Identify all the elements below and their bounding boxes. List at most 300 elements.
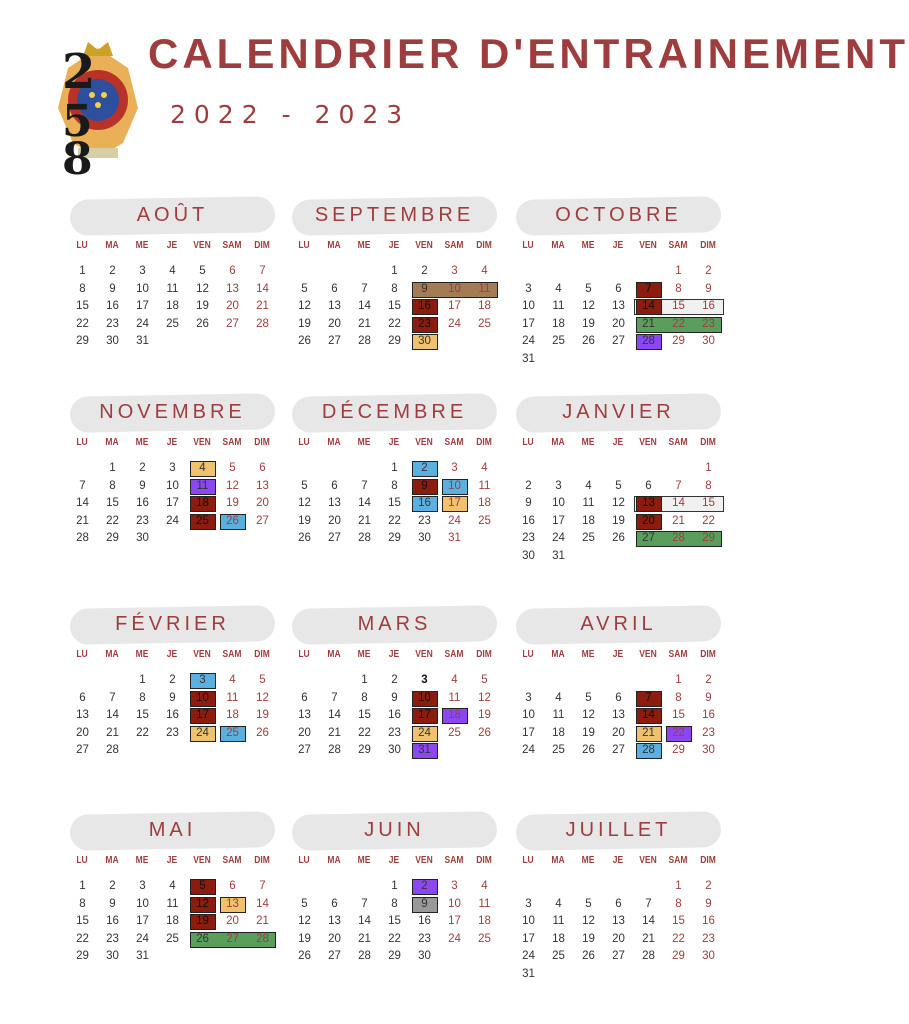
calendar-day: 16 (702, 300, 715, 312)
calendar-day: 24 (136, 932, 149, 945)
weekday-label: SAM (444, 437, 464, 448)
calendar-day: 17 (136, 915, 149, 927)
calendar-day: 10 (136, 897, 149, 910)
calendar-day: 8 (391, 897, 398, 910)
calendar-day: 20 (642, 514, 655, 527)
calendar-day: 6 (331, 282, 338, 295)
calendar-day: 4 (481, 462, 488, 474)
weekday-label: ME (581, 649, 595, 660)
calendar-day: 16 (166, 709, 179, 721)
calendar-day: 24 (522, 335, 535, 347)
weekday-label: SAM (222, 855, 242, 866)
calendar-day: 11 (552, 300, 565, 312)
weekday-label: SAM (668, 437, 688, 448)
calendar-day: 21 (642, 317, 655, 330)
calendar-day: 14 (642, 915, 655, 927)
month-name: AVRIL (580, 613, 657, 635)
weekday-label: JE (388, 855, 400, 866)
weekday-label: LU (298, 855, 310, 866)
calendar-day: 7 (675, 479, 682, 492)
calendar-day: 2 (705, 674, 712, 686)
weekday-label: ME (357, 437, 371, 448)
calendar-day: 9 (391, 691, 398, 704)
calendar-day: 25 (448, 726, 461, 739)
calendar-day: 30 (418, 950, 431, 962)
calendar-day: 19 (612, 514, 625, 527)
calendar-day: 21 (76, 514, 89, 527)
calendar-day: 7 (259, 265, 266, 277)
calendar-day: 9 (705, 897, 712, 910)
calendar-day: 19 (226, 497, 239, 509)
calendar-day: 12 (582, 300, 595, 312)
calendar-day: 9 (421, 282, 428, 295)
calendar-day: 23 (418, 317, 431, 330)
calendar-day: 7 (361, 282, 368, 295)
calendar-day: 17 (448, 300, 461, 312)
calendar-day: 14 (328, 709, 341, 721)
calendar-day: 28 (642, 744, 655, 756)
calendar-day: 3 (451, 265, 458, 277)
calendar-day: 2 (705, 265, 712, 277)
month-name: JANVIER (562, 401, 675, 423)
calendar-day: 31 (522, 967, 535, 980)
weekday-label: LU (298, 240, 310, 251)
calendar-day: 11 (552, 915, 565, 927)
calendar-day: 15 (136, 709, 149, 721)
weekday-label: SAM (444, 855, 464, 866)
calendar-day: 10 (448, 479, 461, 492)
calendar-day: 11 (478, 897, 491, 910)
calendar-day: 17 (136, 300, 149, 312)
calendar-day: 8 (391, 282, 398, 295)
weekday-label: DIM (254, 855, 270, 866)
calendar-day: 5 (585, 282, 592, 295)
weekday-label: DIM (254, 437, 270, 448)
svg-text:2: 2 (62, 44, 96, 100)
svg-text:8: 8 (62, 134, 93, 185)
weekday-label: JE (388, 437, 400, 448)
calendar-day: 27 (612, 335, 625, 347)
calendar-day: 17 (522, 932, 535, 945)
calendar-day: 12 (298, 300, 311, 312)
calendar-day: 6 (331, 479, 338, 492)
calendar-day: 14 (642, 709, 655, 721)
weekday-label: SAM (668, 855, 688, 866)
calendar-day: 13 (76, 709, 89, 721)
weekday-label: DIM (700, 855, 716, 866)
calendar-day: 12 (256, 691, 269, 704)
calendar-day: 16 (106, 300, 119, 312)
calendar-day: 13 (226, 897, 239, 910)
calendar-day: 29 (672, 335, 685, 347)
calendar-day: 8 (109, 479, 116, 492)
calendar-day: 20 (612, 726, 625, 739)
calendar-day: 17 (522, 317, 535, 330)
calendar-day: 23 (388, 726, 401, 739)
weekday-label: SAM (222, 240, 242, 251)
calendar-day: 10 (522, 300, 535, 312)
calendar-day: 12 (196, 282, 209, 295)
weekday-label: VEN (639, 240, 657, 251)
calendar-day: 29 (76, 950, 89, 962)
calendar-day: 9 (109, 897, 116, 910)
weekday-label: LU (76, 437, 88, 448)
calendar-day: 23 (166, 726, 179, 739)
weekday-label: DIM (254, 649, 270, 660)
calendar-day: 20 (76, 726, 89, 739)
calendar-day: 7 (645, 282, 652, 295)
calendar-day: 20 (226, 915, 239, 927)
calendar-day: 29 (358, 744, 371, 756)
calendar-day: 24 (448, 514, 461, 527)
calendar-day: 6 (615, 897, 622, 910)
calendar-day: 14 (642, 300, 655, 312)
weekday-label: MA (327, 437, 341, 448)
calendar-day: 2 (169, 674, 176, 686)
calendar-day: 5 (585, 897, 592, 910)
calendar-day: 21 (106, 726, 119, 739)
calendar-day: 20 (256, 497, 269, 509)
calendar-day: 19 (298, 932, 311, 945)
weekday-label: MA (327, 855, 341, 866)
calendar-day: 13 (612, 300, 625, 312)
calendar-day: 23 (702, 932, 715, 945)
calendar-day: 30 (106, 335, 119, 347)
calendar-day: 9 (525, 497, 532, 509)
calendar-day: 24 (166, 514, 179, 527)
weekday-label: MA (105, 855, 119, 866)
calendar-day: 4 (229, 674, 236, 686)
calendar-day: 30 (388, 744, 401, 756)
weekday-label: SAM (222, 437, 242, 448)
calendar-day: 24 (418, 726, 431, 739)
calendar-day: 6 (301, 691, 308, 704)
calendar-day: 18 (166, 300, 179, 312)
calendar-day: 22 (388, 514, 401, 527)
calendar-day: 12 (478, 691, 491, 704)
calendar-day: 10 (552, 497, 565, 509)
weekday-label: MA (105, 437, 119, 448)
calendar-day: 31 (136, 335, 149, 347)
calendar-day: 10 (166, 479, 179, 492)
calendar-day: 22 (76, 317, 89, 330)
calendar-day: 23 (418, 932, 431, 945)
calendar-day: 6 (645, 479, 652, 492)
calendar-day: 9 (705, 282, 712, 295)
weekday-label: SAM (444, 240, 464, 251)
calendar-day: 16 (106, 915, 119, 927)
calendar-day: 29 (106, 532, 119, 544)
calendar-day: 22 (136, 726, 149, 739)
calendar-day: 12 (298, 497, 311, 509)
calendar-day: 21 (358, 514, 371, 527)
weekday-label: SAM (668, 240, 688, 251)
weekday-label: JE (612, 855, 624, 866)
weekday-label: MA (327, 240, 341, 251)
calendar-day: 4 (555, 897, 562, 910)
calendar-day: 20 (298, 726, 311, 739)
calendar-day: 31 (136, 950, 149, 962)
calendar-day: 10 (448, 282, 461, 295)
calendar-day: 3 (525, 897, 532, 910)
weekday-label: ME (135, 855, 149, 866)
calendar-day: 7 (645, 897, 652, 910)
calendar-day: 30 (702, 950, 715, 962)
calendar-day: 3 (199, 674, 206, 686)
calendar-day: 24 (448, 932, 461, 945)
calendar-day: 9 (109, 282, 116, 295)
calendar-day: 30 (522, 549, 535, 562)
calendar-day: 26 (226, 514, 239, 527)
weekday-label: LU (522, 437, 534, 448)
calendar-day: 26 (298, 950, 311, 962)
calendar-day: 14 (76, 497, 89, 509)
calendar-day: 1 (675, 674, 682, 686)
calendar-day: 22 (672, 932, 685, 945)
calendar-day: 12 (226, 479, 239, 492)
calendar-day: 29 (76, 335, 89, 347)
calendar-day: 10 (522, 915, 535, 927)
calendar-day: 19 (196, 915, 209, 927)
calendar-day: 5 (229, 462, 236, 474)
calendar-day: 14 (256, 897, 269, 910)
calendar-day: 5 (301, 282, 308, 295)
calendar-day: 16 (418, 497, 431, 509)
weekday-label: DIM (476, 437, 492, 448)
calendar-day: 26 (298, 532, 311, 544)
calendar-day: 24 (136, 317, 149, 330)
calendar-day: 25 (478, 932, 491, 945)
calendar-day: 28 (256, 317, 269, 330)
calendar-day: 16 (702, 915, 715, 927)
weekday-label: ME (135, 240, 149, 251)
weekday-label: ME (357, 649, 371, 660)
weekday-label: DIM (476, 240, 492, 251)
calendar-day: 3 (555, 479, 562, 492)
calendar-day: 1 (391, 880, 398, 892)
calendar-day: 17 (552, 514, 565, 527)
calendar-day: 2 (421, 462, 428, 474)
calendar-day: 2 (525, 479, 532, 492)
calendar-day: 27 (642, 532, 655, 544)
calendar-day: 22 (388, 932, 401, 945)
calendar-day: 21 (358, 317, 371, 330)
calendar-day: 5 (259, 674, 266, 686)
calendar-day: 10 (418, 691, 431, 704)
calendar-day: 26 (196, 317, 209, 330)
weekday-label: DIM (700, 437, 716, 448)
calendar-day: 8 (705, 479, 712, 492)
page-year: 2022 - 2023 (170, 100, 411, 129)
calendar-day: 17 (166, 497, 179, 509)
month-name: OCTOBRE (555, 204, 682, 226)
calendar-day: 18 (478, 300, 491, 312)
calendar-day: 25 (478, 317, 491, 330)
month-name: FÉVRIER (115, 613, 230, 635)
calendar-day: 22 (76, 932, 89, 945)
weekday-label: JE (166, 649, 178, 660)
calendar-day: 12 (196, 897, 209, 910)
month-name: MARS (357, 613, 432, 635)
calendar-day: 30 (106, 950, 119, 962)
calendar-day: 31 (522, 352, 535, 365)
calendar-day: 30 (418, 532, 431, 544)
calendar-day: 8 (675, 691, 682, 704)
calendar-day: 15 (702, 497, 715, 509)
weekday-label: VEN (415, 437, 433, 448)
weekday-label: JE (388, 240, 400, 251)
battalion-crest-logo (48, 28, 148, 185)
calendar-day: 27 (612, 744, 625, 756)
weekday-label: LU (522, 855, 534, 866)
calendar-day: 7 (361, 897, 368, 910)
calendar-day: 2 (391, 674, 398, 686)
weekday-label: DIM (476, 649, 492, 660)
calendar-day: 14 (358, 915, 371, 927)
weekday-label: VEN (639, 649, 657, 660)
calendar-day: 19 (298, 514, 311, 527)
calendar-day: 5 (301, 479, 308, 492)
weekday-label: DIM (254, 240, 270, 251)
weekday-label: ME (581, 855, 595, 866)
weekday-label: VEN (639, 855, 657, 866)
calendar-day: 24 (522, 744, 535, 756)
calendar-day: 14 (672, 497, 685, 509)
weekday-label: JE (166, 855, 178, 866)
calendar-day: 14 (106, 709, 119, 721)
calendar-day: 12 (582, 915, 595, 927)
calendar-day: 28 (642, 950, 655, 962)
calendar-day: 11 (448, 691, 461, 704)
weekday-label: ME (357, 855, 371, 866)
calendar-day: 19 (298, 317, 311, 330)
calendar-day: 21 (328, 726, 341, 739)
calendar-day: 18 (582, 514, 595, 527)
calendar-day: 5 (481, 674, 488, 686)
calendar-day: 6 (229, 265, 236, 277)
weekday-label: JE (166, 437, 178, 448)
calendar-day: 22 (672, 317, 685, 330)
calendar-day: 24 (448, 317, 461, 330)
calendar-day: 16 (418, 915, 431, 927)
weekday-label: LU (76, 855, 88, 866)
weekday-label: MA (551, 855, 565, 866)
calendar-day: 16 (388, 709, 401, 721)
calendar-day: 1 (675, 265, 682, 277)
calendar-day: 1 (391, 265, 398, 277)
weekday-label: MA (105, 240, 119, 251)
calendar-day: 13 (642, 497, 655, 509)
calendar-day: 7 (109, 691, 116, 704)
calendar-day: 20 (328, 932, 341, 945)
calendar-day: 23 (106, 317, 119, 330)
calendar-day: 1 (139, 674, 146, 686)
calendar-day: 20 (612, 317, 625, 330)
calendar-day: 6 (615, 691, 622, 704)
calendar-day: 28 (358, 335, 371, 347)
weekday-label: SAM (444, 649, 464, 660)
calendar-day: 5 (585, 691, 592, 704)
calendar-day: 15 (358, 709, 371, 721)
calendar-day: 2 (705, 880, 712, 892)
calendar-day: 7 (645, 691, 652, 704)
calendar-day: 29 (702, 532, 715, 544)
calendar-day: 29 (672, 744, 685, 756)
weekday-label: VEN (415, 240, 433, 251)
calendar-day: 6 (615, 282, 622, 295)
calendar-day: 2 (109, 265, 116, 277)
calendar-day: 19 (196, 300, 209, 312)
calendar-day: 27 (226, 317, 239, 330)
calendar-day: 31 (448, 532, 461, 544)
weekday-label: ME (581, 437, 595, 448)
calendar-day: 11 (196, 479, 209, 492)
calendar-day: 9 (421, 479, 428, 492)
calendar-day: 13 (256, 479, 269, 492)
calendar-day: 19 (256, 709, 269, 721)
weekday-label: VEN (415, 649, 433, 660)
calendar-day: 26 (298, 335, 311, 347)
calendar-day: 21 (256, 915, 269, 927)
calendar-day: 26 (478, 726, 491, 739)
calendar-day: 11 (552, 709, 565, 721)
calendar-day: 4 (169, 265, 176, 277)
calendar-day: 18 (448, 709, 461, 721)
calendar-day: 10 (448, 897, 461, 910)
calendar-day: 5 (615, 479, 622, 492)
calendar-day: 21 (642, 932, 655, 945)
calendar-day: 5 (199, 265, 206, 277)
calendar-day: 18 (196, 497, 209, 509)
month-name: DÉCEMBRE (321, 401, 468, 423)
svg-text:5: 5 (62, 96, 93, 147)
weekday-label: VEN (193, 240, 211, 251)
calendar-day: 16 (418, 300, 431, 312)
calendar-day: 26 (582, 950, 595, 962)
calendar-day: 1 (109, 462, 116, 474)
calendar-day: 30 (702, 335, 715, 347)
calendar-day: 9 (139, 479, 146, 492)
calendar-day: 26 (256, 726, 269, 739)
calendar-day: 16 (136, 497, 149, 509)
calendar-day: 28 (358, 950, 371, 962)
weekday-label: JE (612, 240, 624, 251)
calendar-day: 6 (331, 897, 338, 910)
calendar-day: 2 (139, 462, 146, 474)
calendar-day: 1 (675, 880, 682, 892)
page-title: CALENDRIER D'ENTRAINEMENT (148, 30, 909, 77)
calendar-day: 4 (481, 880, 488, 892)
calendar-day: 24 (196, 726, 209, 739)
weekday-label: SAM (222, 649, 242, 660)
calendar-day: 4 (555, 282, 562, 295)
calendar-day: 21 (256, 300, 269, 312)
weekday-label: JE (612, 649, 624, 660)
calendar-day: 26 (196, 932, 209, 945)
weekday-label: ME (135, 437, 149, 448)
calendar-day: 22 (672, 726, 685, 739)
calendar-day: 27 (612, 950, 625, 962)
calendar-day: 3 (421, 674, 428, 686)
calendar-day: 14 (358, 497, 371, 509)
calendar-day: 10 (196, 691, 209, 704)
calendar-day: 27 (226, 932, 239, 945)
month-name: SEPTEMBRE (314, 204, 475, 226)
weekday-label: MA (551, 649, 565, 660)
calendar-day: 23 (702, 726, 715, 739)
calendar-day: 15 (106, 497, 119, 509)
calendar-day: 29 (672, 950, 685, 962)
